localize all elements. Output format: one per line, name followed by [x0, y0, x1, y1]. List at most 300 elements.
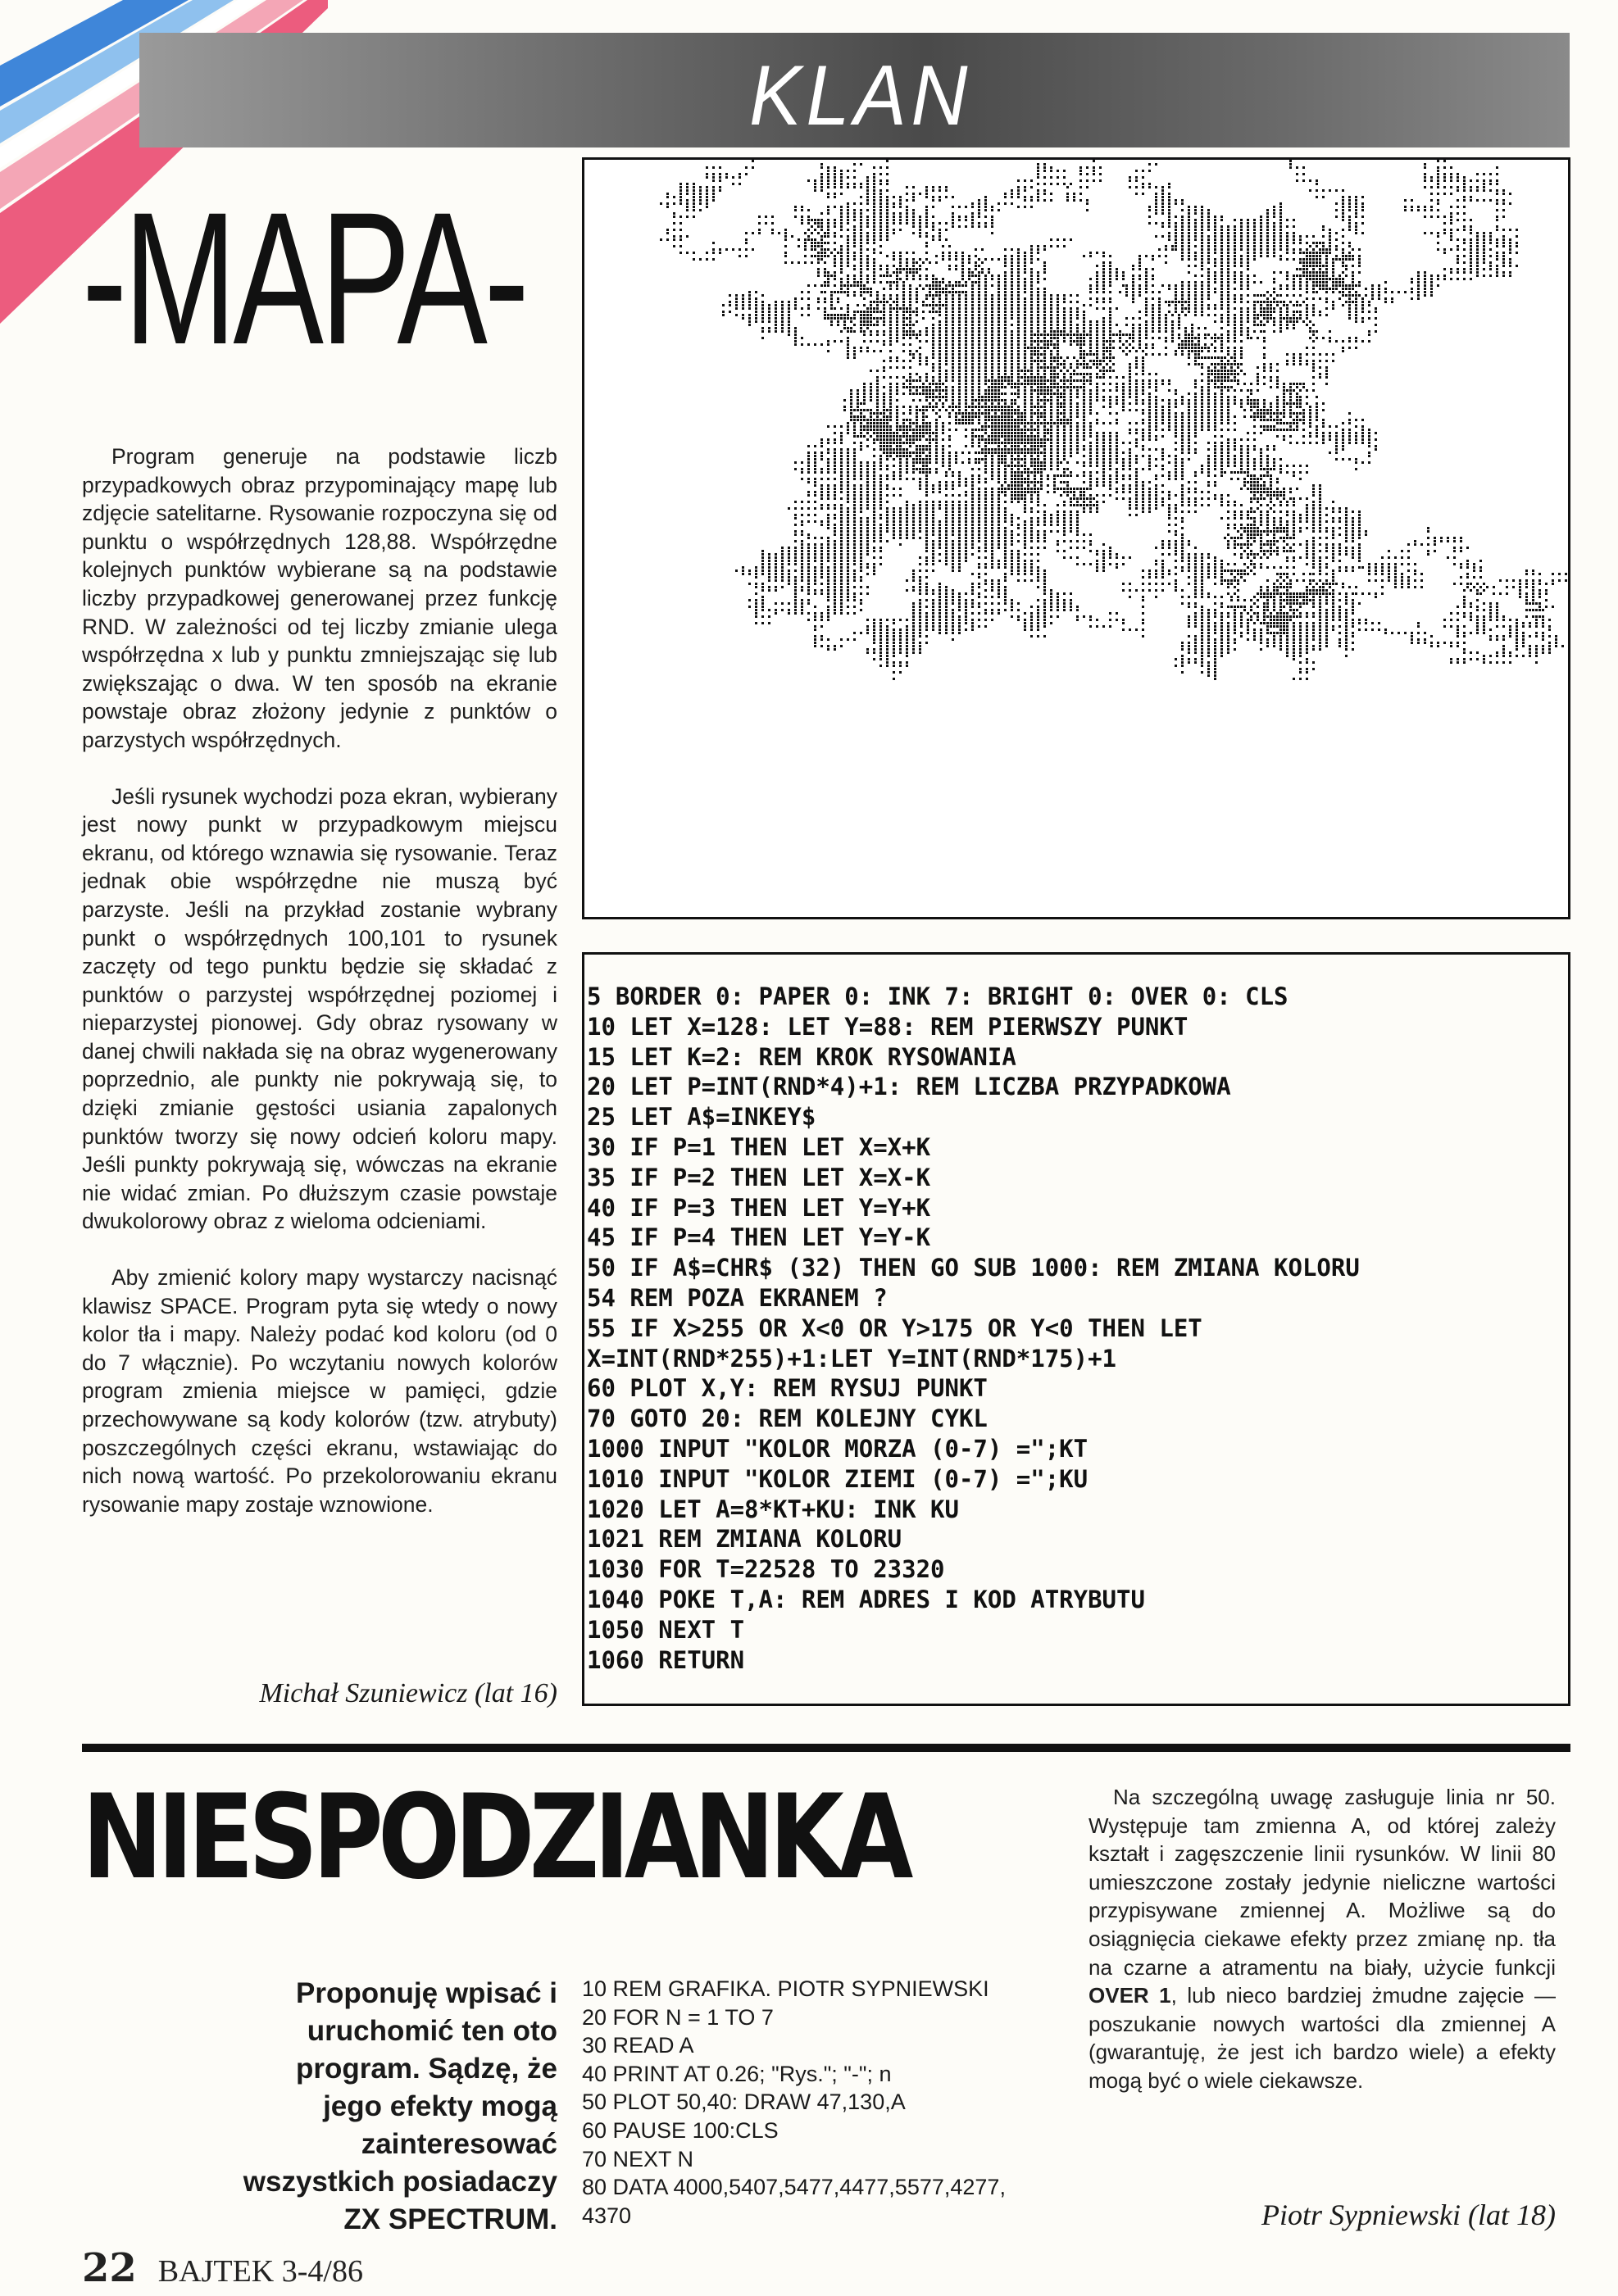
- map-dot: [1083, 494, 1085, 497]
- map-dot: [932, 347, 934, 349]
- map-dot: [1181, 402, 1184, 405]
- map-dot: [1175, 232, 1177, 234]
- map-dot: [1050, 448, 1052, 451]
- map-dot: [1011, 517, 1013, 520]
- map-dot: [919, 615, 921, 618]
- map-dot: [919, 648, 921, 651]
- map-dot: [984, 547, 987, 549]
- map-dot: [1037, 340, 1039, 343]
- map-dot: [1122, 451, 1125, 454]
- map-dot: [1116, 553, 1118, 556]
- map-dot: [1283, 606, 1285, 608]
- map-dot: [1220, 356, 1223, 359]
- map-dot: [984, 514, 987, 516]
- map-dot: [971, 396, 974, 398]
- map-dot: [899, 671, 902, 674]
- map-dot: [1043, 465, 1046, 467]
- map-dot: [1096, 494, 1098, 497]
- map-dot: [1532, 592, 1534, 595]
- map-dot: [1139, 294, 1141, 297]
- map-dot: [1017, 438, 1020, 441]
- map-dot: [978, 592, 980, 595]
- map-dot: [1207, 412, 1210, 415]
- map-dot: [1309, 412, 1311, 415]
- map-dot: [1106, 370, 1108, 372]
- map-dot: [1211, 379, 1213, 382]
- map-dot: [1207, 278, 1210, 280]
- map-dot: [932, 622, 934, 624]
- map-dot: [1063, 514, 1066, 516]
- map-dot: [1148, 501, 1151, 503]
- map-dot: [952, 379, 954, 382]
- map-dot: [1250, 619, 1252, 621]
- map-dot: [1063, 533, 1066, 536]
- map-dot: [1407, 583, 1410, 585]
- map-dot: [1289, 429, 1292, 431]
- map-dot: [1279, 238, 1282, 241]
- map-dot: [1466, 560, 1469, 562]
- map-dot: [860, 547, 862, 549]
- map-dot: [1273, 252, 1275, 254]
- map-dot: [1296, 419, 1298, 421]
- map-dot: [1220, 252, 1223, 254]
- map-dot: [906, 468, 908, 470]
- map-dot: [952, 324, 954, 326]
- map-dot: [1273, 242, 1275, 244]
- map-dot: [1076, 445, 1079, 447]
- map-dot: [991, 540, 993, 542]
- map-dot: [919, 651, 921, 654]
- map-dot: [958, 340, 961, 343]
- map-dot: [965, 294, 967, 297]
- map-dot: [755, 314, 757, 316]
- map-dot: [1093, 353, 1095, 356]
- map-dot: [1348, 429, 1351, 431]
- map-dot: [1017, 343, 1020, 346]
- map-dot: [1057, 455, 1059, 457]
- map-dot: [1030, 255, 1033, 257]
- map-dot: [873, 438, 875, 441]
- map-dot: [1083, 445, 1085, 447]
- map-dot: [1207, 229, 1210, 231]
- map-dot: [873, 501, 875, 503]
- map-dot: [1099, 360, 1102, 362]
- map-dot: [1250, 507, 1252, 510]
- map-dot: [1135, 478, 1138, 480]
- map-dot: [971, 360, 974, 362]
- map-dot: [1043, 586, 1046, 588]
- map-dot: [1322, 583, 1325, 585]
- map-dot: [1178, 320, 1180, 323]
- map-dot: [847, 586, 849, 588]
- map-dot: [1309, 330, 1311, 333]
- map-dot: [860, 432, 862, 434]
- map-dot: [1050, 366, 1052, 369]
- map-dot: [1335, 458, 1338, 461]
- map-dot: [1083, 389, 1085, 392]
- map-dot: [1250, 415, 1252, 418]
- map-dot: [1083, 412, 1085, 415]
- map-dot: [1532, 596, 1534, 598]
- map-dot: [1011, 399, 1013, 402]
- map-dot: [984, 383, 987, 385]
- map-dot: [929, 406, 931, 408]
- map-dot: [879, 625, 882, 628]
- map-dot: [1342, 350, 1344, 352]
- map-dot: [1030, 419, 1033, 421]
- map-dot: [1279, 225, 1282, 228]
- map-dot: [847, 566, 849, 569]
- map-dot: [1089, 383, 1092, 385]
- map-dot: [1043, 602, 1046, 605]
- map-dot: [827, 583, 829, 585]
- map-dot: [814, 507, 816, 510]
- map-dot: [1257, 337, 1259, 339]
- map-dot: [1283, 435, 1285, 438]
- map-dot: [984, 392, 987, 395]
- map-dot: [873, 563, 875, 565]
- map-dot: [1083, 366, 1085, 369]
- map-dot: [998, 497, 1000, 500]
- map-dot: [1375, 432, 1377, 434]
- map-dot: [945, 347, 948, 349]
- map-dot: [860, 327, 862, 329]
- map-dot: [1220, 248, 1223, 251]
- map-dot: [971, 291, 974, 293]
- map-dot: [1125, 340, 1128, 343]
- map-dot: [1125, 294, 1128, 297]
- map-dot: [1155, 383, 1157, 385]
- map-dot: [1030, 553, 1033, 556]
- map-dot: [893, 671, 895, 674]
- map-dot: [879, 547, 882, 549]
- map-dot: [1030, 625, 1033, 628]
- map-dot: [827, 612, 829, 615]
- map-dot: [991, 297, 993, 300]
- map-dot: [755, 615, 757, 618]
- map-dot: [853, 314, 856, 316]
- map-dot: [1175, 402, 1177, 405]
- map-dot: [761, 566, 764, 569]
- map-dot: [1089, 481, 1092, 483]
- map-dot: [1109, 474, 1111, 477]
- map-dot: [1361, 202, 1364, 205]
- map-dot: [1043, 327, 1046, 329]
- map-dot: [801, 609, 803, 611]
- map-dot: [1316, 265, 1318, 267]
- map-dot: [1201, 386, 1203, 388]
- map-dot: [820, 560, 823, 562]
- map-dot: [1194, 297, 1197, 300]
- map-dot: [991, 356, 993, 359]
- map-dot: [755, 609, 757, 611]
- map-dot: [984, 445, 987, 447]
- map-dot: [794, 327, 797, 329]
- map-dot: [1030, 569, 1033, 572]
- map-dot: [1148, 402, 1151, 405]
- map-dot: [840, 566, 843, 569]
- map-dot: [1089, 540, 1092, 542]
- map-dot: [1188, 419, 1190, 421]
- map-dot: [853, 547, 856, 549]
- map-dot: [1073, 379, 1075, 382]
- map-dot: [952, 632, 954, 634]
- map-dot: [1076, 474, 1079, 477]
- map-dot: [906, 324, 908, 326]
- map-dot: [925, 304, 928, 306]
- map-dot: [1335, 202, 1338, 205]
- map-dot: [814, 566, 816, 569]
- map-dot: [1217, 376, 1220, 379]
- map-dot: [827, 540, 829, 542]
- map-dot: [827, 314, 829, 316]
- map-dot: [1361, 432, 1364, 434]
- map-dot: [1316, 271, 1318, 274]
- map-dot: [873, 481, 875, 483]
- map-dot: [814, 638, 816, 641]
- map-dot: [879, 556, 882, 559]
- map-dot: [1135, 429, 1138, 431]
- map-dot: [1148, 494, 1151, 497]
- map-dot: [1289, 320, 1292, 323]
- map-dot: [1132, 281, 1134, 284]
- map-dot: [860, 445, 862, 447]
- map-dot: [1024, 497, 1026, 500]
- map-dot: [1181, 422, 1184, 424]
- map-dot: [1037, 419, 1039, 421]
- map-dot: [998, 507, 1000, 510]
- map-dot: [1289, 602, 1292, 605]
- map-dot: [958, 363, 961, 365]
- map-dot: [1099, 363, 1102, 365]
- map-dot: [1191, 337, 1193, 339]
- map-dot: [755, 573, 757, 575]
- map-dot: [807, 343, 810, 346]
- map-dot: [1240, 340, 1243, 343]
- map-dot: [1158, 297, 1161, 300]
- map-dot: [1188, 271, 1190, 274]
- map-dot: [1155, 438, 1157, 441]
- map-dot: [978, 514, 980, 516]
- map-dot: [929, 429, 931, 431]
- map-dot: [991, 370, 993, 372]
- map-dot: [1076, 461, 1079, 464]
- map-dot: [768, 579, 770, 582]
- map-dot: [1043, 504, 1046, 506]
- map-dot: [1161, 196, 1164, 198]
- map-dot: [1394, 569, 1397, 572]
- map-dot: [1220, 284, 1223, 287]
- map-dot: [1161, 199, 1164, 202]
- map-dot: [1142, 448, 1144, 451]
- map-dot: [794, 602, 797, 605]
- map-dot: [893, 638, 895, 641]
- map-dot: [988, 399, 990, 402]
- map-dot: [873, 625, 875, 628]
- map-dot: [1155, 501, 1157, 503]
- map-dot: [942, 406, 944, 408]
- map-dot: [1253, 235, 1256, 238]
- map-dot: [1243, 471, 1246, 474]
- map-dot: [1181, 343, 1184, 346]
- map-dot: [761, 602, 764, 605]
- map-dot: [1342, 216, 1344, 218]
- map-dot: [984, 494, 987, 497]
- map-dot: [1175, 294, 1177, 297]
- map-dot: [1237, 471, 1239, 474]
- map-dot: [1109, 494, 1111, 497]
- map-dot: [1207, 422, 1210, 424]
- map-dot: [1237, 373, 1239, 375]
- map-dot: [1181, 235, 1184, 238]
- map-dot: [834, 514, 836, 516]
- map-dot: [781, 320, 784, 323]
- map-dot: [893, 474, 895, 477]
- map-dot: [1198, 347, 1200, 349]
- map-dot: [1004, 288, 1007, 290]
- map-dot: [1024, 442, 1026, 444]
- map-dot: [1017, 334, 1020, 336]
- map-dot: [1024, 297, 1026, 300]
- map-dot: [912, 465, 915, 467]
- map-dot: [788, 556, 790, 559]
- map-dot: [1122, 478, 1125, 480]
- map-dot: [827, 596, 829, 598]
- map-dot: [1207, 258, 1210, 261]
- map-dot: [1116, 455, 1118, 457]
- map-dot: [847, 556, 849, 559]
- map-dot: [1004, 366, 1007, 369]
- map-dot: [1139, 288, 1141, 290]
- map-dot: [978, 524, 980, 526]
- map-dot: [1283, 599, 1285, 601]
- map-dot: [1220, 334, 1223, 336]
- map-dot: [1037, 566, 1039, 569]
- map-dot: [1168, 478, 1170, 480]
- map-dot: [1224, 356, 1226, 359]
- map-dot: [1011, 435, 1013, 438]
- map-dot: [860, 350, 862, 352]
- map-dot: [1201, 288, 1203, 290]
- map-dot: [1257, 399, 1259, 402]
- map-dot: [1175, 353, 1177, 356]
- map-dot: [1250, 599, 1252, 601]
- map-dot: [1086, 334, 1089, 336]
- map-dot: [768, 569, 770, 572]
- map-dot: [965, 422, 967, 424]
- map-dot: [1250, 484, 1252, 487]
- map-dot: [1030, 330, 1033, 333]
- map-dot: [853, 350, 856, 352]
- map-dot: [866, 432, 869, 434]
- map-dot: [1525, 579, 1528, 582]
- map-dot: [1296, 320, 1298, 323]
- map-dot: [971, 606, 974, 608]
- map-dot: [945, 494, 948, 497]
- map-dot: [761, 314, 764, 316]
- map-dot: [1089, 478, 1092, 480]
- map-dot: [1024, 622, 1026, 624]
- map-dot: [1188, 363, 1190, 365]
- map-dot: [873, 350, 875, 352]
- map-dot: [893, 507, 895, 510]
- map-dot: [925, 330, 928, 333]
- map-dot: [1030, 435, 1033, 438]
- map-dot: [814, 553, 816, 556]
- map-dot: [945, 592, 948, 595]
- map-dot: [834, 527, 836, 529]
- map-dot: [1440, 537, 1443, 539]
- map-dot: [984, 609, 987, 611]
- map-dot: [893, 635, 895, 638]
- map-dot: [847, 537, 849, 539]
- map-dot: [1240, 275, 1243, 277]
- map-dot: [1270, 376, 1272, 379]
- map-dot: [929, 442, 931, 444]
- map-dot: [1401, 556, 1403, 559]
- map-dot: [925, 432, 928, 434]
- map-dot: [939, 596, 941, 598]
- map-dot: [1201, 235, 1203, 238]
- map-dot: [1558, 573, 1561, 575]
- map-dot: [945, 386, 948, 388]
- map-dot: [1260, 294, 1262, 297]
- map-dot: [1289, 396, 1292, 398]
- map-dot: [1201, 245, 1203, 247]
- map-dot: [1135, 514, 1138, 516]
- map-dot: [1063, 409, 1066, 411]
- map-dot: [998, 579, 1000, 582]
- map-dot: [1175, 425, 1177, 428]
- map-dot: [935, 425, 938, 428]
- map-dot: [958, 314, 961, 316]
- map-dot: [1024, 409, 1026, 411]
- map-dot: [965, 353, 967, 356]
- map-dot: [906, 471, 908, 474]
- map-dot: [1247, 229, 1249, 231]
- map-dot: [978, 488, 980, 490]
- map-dot: [958, 386, 961, 388]
- map-dot: [1116, 396, 1118, 398]
- map-dot: [1152, 347, 1154, 349]
- map-dot: [912, 638, 915, 641]
- map-dot: [879, 638, 882, 641]
- map-dot: [1083, 409, 1085, 411]
- map-dot: [998, 284, 1000, 287]
- map-dot: [1063, 530, 1066, 533]
- map-dot: [1289, 412, 1292, 415]
- map-dot: [991, 524, 993, 526]
- map-dot: [1135, 458, 1138, 461]
- map-dot: [1194, 225, 1197, 228]
- map-dot: [1240, 265, 1243, 267]
- map-dot: [919, 455, 921, 457]
- map-dot: [860, 527, 862, 529]
- map-dot: [1011, 524, 1013, 526]
- map-dot: [1070, 435, 1072, 438]
- map-dot: [1220, 229, 1223, 231]
- map-dot: [1214, 229, 1216, 231]
- map-dot: [912, 530, 915, 533]
- map-dot: [1296, 615, 1298, 618]
- map-dot: [945, 399, 948, 402]
- map-dot: [748, 304, 751, 306]
- map-dot: [1273, 212, 1275, 215]
- map-dot: [1237, 579, 1239, 582]
- map-dot: [998, 488, 1000, 490]
- map-dot: [991, 304, 993, 306]
- map-dot: [909, 442, 911, 444]
